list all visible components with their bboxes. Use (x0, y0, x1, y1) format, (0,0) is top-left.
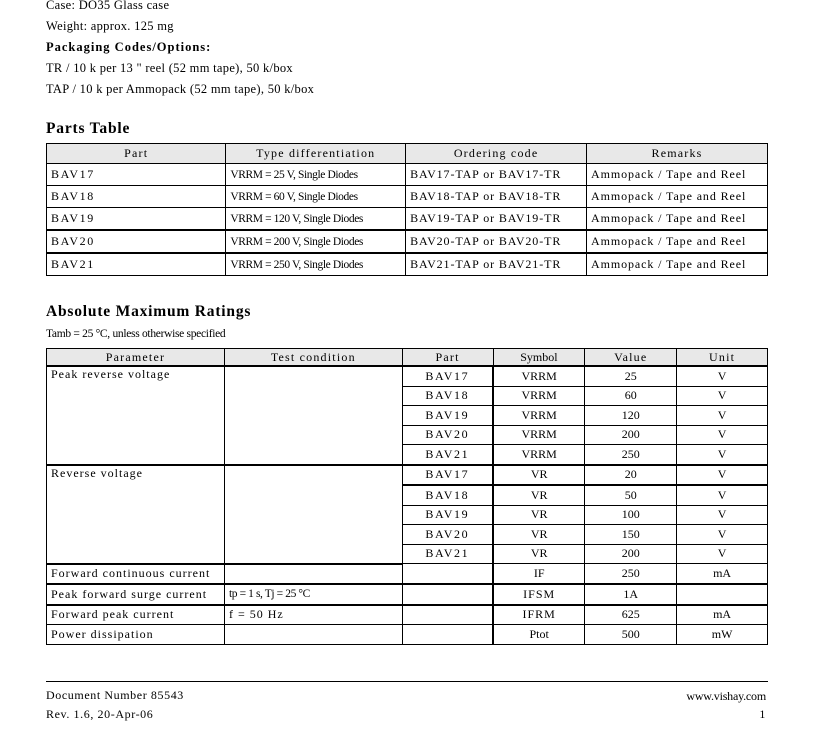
ratings-note: Tamb = 25 °C, unless otherwise specified (46, 328, 226, 340)
value-cell: 250 (585, 564, 677, 585)
ordering-cell: BAV19-TAP or BAV19-TR (406, 208, 587, 231)
symbol-cell: VR (493, 525, 585, 545)
packaging-tap: TAP / 10 k per Ammopack (52 mm tape), 50 k/box (46, 82, 315, 96)
test-condition-cell: f = 50 Hz (224, 605, 402, 625)
unit-cell: V (677, 544, 768, 564)
unit-cell: V (677, 406, 768, 426)
weight-info: Weight: approx. 125 mg (46, 19, 174, 33)
col-header-unit: Unit (677, 349, 768, 367)
remarks-cell: Ammopack / Tape and Reel (587, 230, 768, 253)
parameter-cell: Peak reverse voltage (47, 366, 225, 465)
part-cell: BAV17 (402, 366, 493, 386)
parameter-cell: Peak forward surge current (47, 584, 225, 605)
part-cell: BAV19 (402, 505, 493, 525)
part-cell: BAV18 (47, 186, 226, 208)
unit-cell (677, 584, 768, 605)
test-condition-cell (224, 625, 402, 645)
table-row (47, 605, 768, 625)
symbol-cell: Ptot (493, 625, 585, 645)
part-cell: BAV18 (402, 386, 493, 406)
symbol-cell: VRRM (493, 366, 585, 386)
value-cell: 150 (585, 525, 677, 545)
part-cell: BAV21 (402, 544, 493, 564)
parameter-cell: Power dissipation (47, 625, 225, 645)
table-row (47, 253, 768, 276)
part-cell: BAV19 (402, 406, 493, 426)
symbol-cell: VRRM (493, 386, 585, 406)
ordering-cell: BAV21-TAP or BAV21-TR (406, 253, 587, 276)
symbol-cell: IFRM (493, 605, 585, 625)
symbol-cell: IFSM (493, 584, 585, 605)
part-cell: BAV20 (402, 425, 493, 445)
footer-divider (46, 681, 768, 682)
unit-cell: mA (677, 564, 768, 585)
symbol-cell: VR (493, 505, 585, 525)
remarks-cell: Ammopack / Tape and Reel (587, 186, 768, 208)
ratings-title: Absolute Maximum Ratings (46, 303, 252, 320)
part-cell: BAV20 (402, 525, 493, 545)
part-cell (402, 625, 493, 645)
ordering-cell: BAV18-TAP or BAV18-TR (406, 186, 587, 208)
remarks-cell: Ammopack / Tape and Reel (587, 208, 768, 231)
parameter-cell: Forward peak current (47, 605, 225, 625)
test-condition-cell: tp = 1 s, Tj = 25 °C (224, 584, 402, 605)
symbol-cell: IF (493, 564, 585, 585)
unit-cell: V (677, 505, 768, 525)
unit-cell: V (677, 445, 768, 465)
col-header-parameter: Parameter (47, 349, 225, 367)
part-cell: BAV17 (402, 465, 493, 486)
col-header-test-condition: Test condition (224, 349, 402, 367)
part-cell: BAV18 (402, 485, 493, 505)
parts-table-title: Parts Table (46, 120, 131, 137)
col-header-type: Type differentiation (226, 144, 406, 164)
type-cell: VRRM = 200 V, Single Diodes (226, 230, 406, 253)
revision-info: Rev. 1.6, 20-Apr-06 (46, 707, 154, 721)
symbol-cell: VR (493, 544, 585, 564)
value-cell: 100 (585, 505, 677, 525)
value-cell: 200 (585, 544, 677, 564)
symbol-cell: VRRM (493, 425, 585, 445)
type-cell: VRRM = 120 V, Single Diodes (226, 208, 406, 231)
unit-cell: mW (677, 625, 768, 645)
ratings-table-header (47, 349, 768, 367)
type-cell: VRRM = 25 V, Single Diodes (226, 164, 406, 186)
unit-cell: V (677, 366, 768, 386)
unit-cell: V (677, 465, 768, 486)
part-cell (402, 584, 493, 605)
type-cell: VRRM = 250 V, Single Diodes (226, 253, 406, 276)
col-header-part: Part (47, 144, 226, 164)
test-condition-cell (224, 366, 402, 465)
parameter-cell: Forward continuous current (47, 564, 225, 585)
value-cell: 50 (585, 485, 677, 505)
symbol-cell: VRRM (493, 445, 585, 465)
table-row (47, 366, 768, 386)
test-condition-cell (224, 465, 402, 564)
col-header-remarks: Remarks (587, 144, 768, 164)
part-cell: BAV20 (47, 230, 226, 253)
col-header-part: Part (402, 349, 493, 367)
remarks-cell: Ammopack / Tape and Reel (587, 164, 768, 186)
value-cell: 250 (585, 445, 677, 465)
parts-table-header (47, 144, 768, 164)
table-row (47, 186, 768, 208)
value-cell: 20 (585, 465, 677, 486)
unit-cell: V (677, 386, 768, 406)
value-cell: 1A (585, 584, 677, 605)
unit-cell: mA (677, 605, 768, 625)
test-condition-cell (224, 564, 402, 585)
unit-cell: V (677, 525, 768, 545)
value-cell: 200 (585, 425, 677, 445)
parameter-cell: Reverse voltage (47, 465, 225, 564)
page-number: 1 (759, 707, 766, 721)
part-cell: BAV21 (402, 445, 493, 465)
packaging-tr: TR / 10 k per 13 " reel (52 mm tape), 50 k/box (46, 61, 293, 75)
type-cell: VRRM = 60 V, Single Diodes (226, 186, 406, 208)
website-link[interactable]: www.vishay.com (686, 689, 766, 703)
symbol-cell: VR (493, 465, 585, 486)
value-cell: 25 (585, 366, 677, 386)
table-row (47, 625, 768, 645)
col-header-symbol: Symbol (493, 349, 585, 367)
symbol-cell: VR (493, 485, 585, 505)
part-cell (402, 605, 493, 625)
col-header-ordering: Ordering code (406, 144, 587, 164)
document-number: Document Number 85543 (46, 688, 184, 702)
table-row (47, 564, 768, 585)
table-row (47, 164, 768, 186)
ordering-cell: BAV20-TAP or BAV20-TR (406, 230, 587, 253)
unit-cell: V (677, 425, 768, 445)
value-cell: 120 (585, 406, 677, 426)
value-cell: 500 (585, 625, 677, 645)
part-cell: BAV19 (47, 208, 226, 231)
value-cell: 60 (585, 386, 677, 406)
col-header-value: Value (585, 349, 677, 367)
absolute-max-ratings-table (46, 348, 768, 645)
table-row (47, 208, 768, 231)
table-row (47, 584, 768, 605)
remarks-cell: Ammopack / Tape and Reel (587, 253, 768, 276)
packaging-heading: Packaging Codes/Options: (46, 40, 212, 54)
ordering-cell: BAV17-TAP or BAV17-TR (406, 164, 587, 186)
part-cell: BAV17 (47, 164, 226, 186)
unit-cell: V (677, 485, 768, 505)
part-cell: BAV21 (47, 253, 226, 276)
parts-table (46, 143, 768, 276)
case-info: Case: DO35 Glass case (46, 0, 170, 12)
part-cell (402, 564, 493, 585)
symbol-cell: VRRM (493, 406, 585, 426)
value-cell: 625 (585, 605, 677, 625)
table-row (47, 230, 768, 253)
table-row (47, 465, 768, 486)
